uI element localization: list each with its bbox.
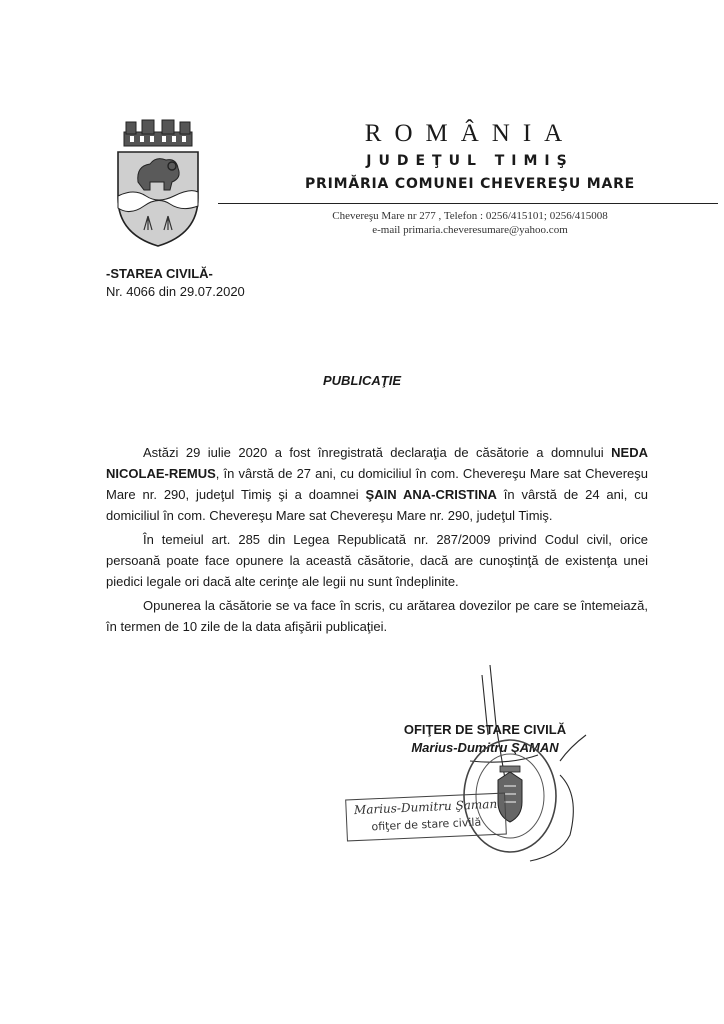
header-county: JUDEŢUL TIMIŞ (366, 153, 574, 169)
signatory-name: Marius-Dumitru ŞAMAN (411, 740, 559, 755)
stamp-role: ofiţer de stare civilă (371, 815, 482, 834)
paragraph-text: , în vârstă de 27 ani, cu domiciliul în com. Chevereşu Mare sat Chevereşu Mare nr. 290, judeţul Timiş şi a doamnei (106, 466, 648, 502)
paragraph-text: în vârstă de 24 ani, cu domiciliul în com. Chevereşu Mare sat Chevereşu Mare nr. 290, judeţul Timiş. (106, 487, 648, 523)
department-label: -STAREA CIVILĂ- (106, 266, 213, 281)
paragraph-opposition: Opunerea la căsătorie se va face în scris, cu arătarea dovezilor pe care se întemeiază, în termen de 10 zile de la data afişării publicaţiei. (106, 598, 648, 634)
header-divider (218, 203, 718, 204)
document-title: PUBLICAŢIE (323, 373, 401, 388)
header-address: Chevereşu Mare nr 277 , Telefon : 0256/415101; 0256/415008 (332, 210, 608, 222)
paragraph-legal-basis: În temeiul art. 285 din Legea Republicată nr. 287/2009 privind Codul civil, orice persoană poate face opunere la această căsătorie, dacă are cunoştinţă de existenţa unei piedici legale ori dacă alte cerinţe ale legii nu sunt îndeplinite. (106, 532, 648, 589)
header-country: ROMÂNIA (364, 120, 576, 147)
name-stamp (345, 793, 507, 842)
coat-of-arms-icon (110, 118, 206, 248)
registration-number: Nr. 4066 din 29.07.2020 (106, 284, 245, 299)
document-body (106, 442, 648, 637)
bride-name: ŞAIN ANA-CRISTINA (365, 487, 497, 502)
header-institution: PRIMĂRIA COMUNEI CHEVEREŞU MARE (304, 176, 636, 192)
groom-name: NEDA NICOLAE-REMUS (106, 445, 648, 481)
paragraph-text: Astăzi 29 iulie 2020 a fost înregistrată declaraţia de căsătorie a domnului (143, 445, 612, 460)
paragraph-declaration (106, 442, 648, 526)
signatory-role: OFIŢER DE STARE CIVILĂ (403, 722, 567, 737)
header-email: e-mail primaria.cheveresumare@yahoo.com (372, 224, 568, 236)
stamp-name: Marius-Dumitru Şaman (353, 796, 498, 818)
